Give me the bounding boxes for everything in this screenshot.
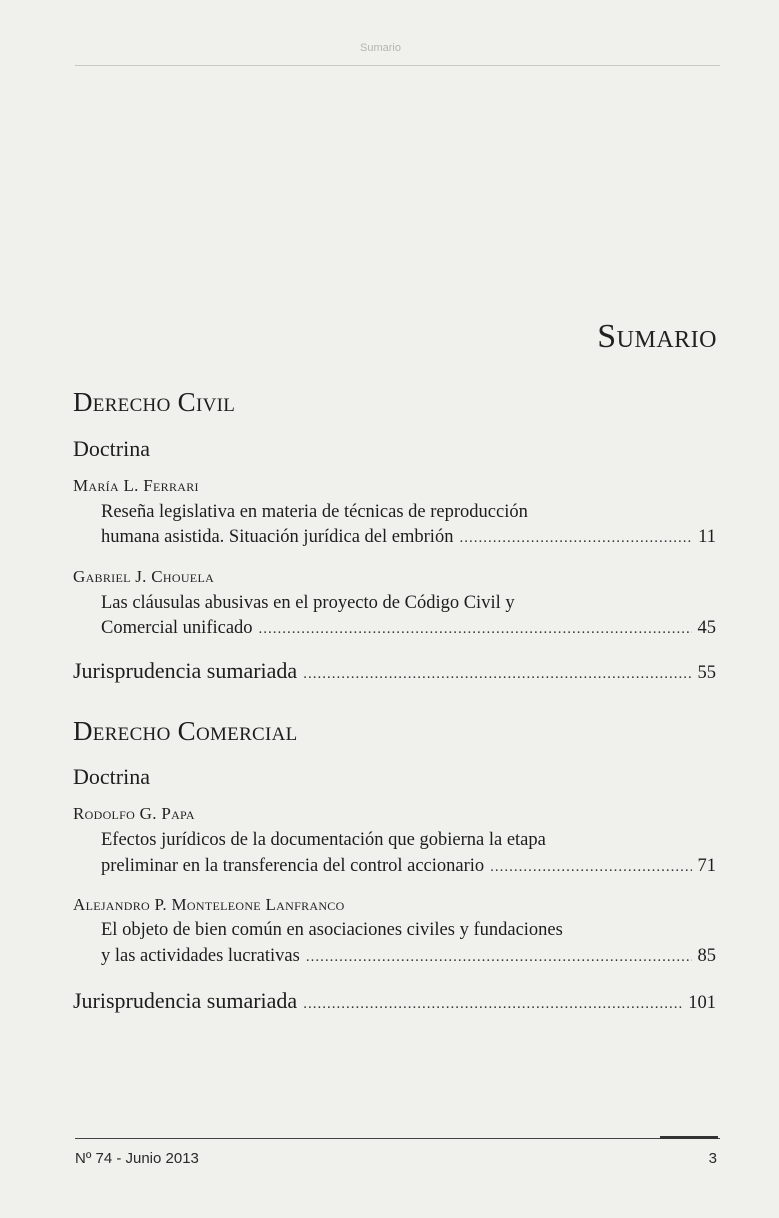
dot-leader <box>490 860 691 875</box>
dot-leader <box>459 531 692 546</box>
page-number: 85 <box>697 946 716 966</box>
entry-title-line: Comercial unificado <box>101 618 253 638</box>
footer-rule <box>75 1138 720 1139</box>
toc-entry-jurisprudencia[interactable] <box>73 658 716 684</box>
page-number: 101 <box>688 993 716 1013</box>
toc-entry[interactable] <box>101 528 716 547</box>
section-heading-comercial: Derecho Comercial <box>73 716 298 746</box>
section-heading-civil: Derecho Civil <box>73 387 236 417</box>
top-rule <box>75 65 720 66</box>
page-number: 45 <box>697 618 716 638</box>
dot-leader <box>306 950 692 965</box>
dot-leader <box>259 622 692 637</box>
entry-title-line[interactable]: El objeto de bien común en asociaciones civiles y fundaciones <box>101 920 563 940</box>
entry-title-line: humana asistida. Situación jurídica del embrión <box>101 527 454 547</box>
toc-entry-jurisprudencia[interactable] <box>73 988 716 1014</box>
running-head: Sumario <box>360 42 401 54</box>
toc-entry[interactable] <box>101 857 716 876</box>
entry-title-line: preliminar en la transferencia del control accionario <box>101 856 485 876</box>
dot-leader <box>303 996 682 1013</box>
entry-title-line: y las actividades lucrativas <box>101 946 300 966</box>
footer-rule-accent <box>660 1136 718 1139</box>
entry-title-line: Jurisprudencia sumariada <box>73 988 298 1013</box>
doctrina-heading-civil: Doctrina <box>73 436 150 461</box>
footer-page-number: 3 <box>708 1150 717 1167</box>
entry-title-line[interactable]: Las cláusulas abusivas en el proyecto de Código Civil y <box>101 593 515 613</box>
entry-title-line[interactable]: Reseña legislativa en materia de técnicas de reproducción <box>101 502 528 522</box>
entry-title-line[interactable]: Efectos jurídicos de la documentación que gobierna la etapa <box>101 830 546 850</box>
dot-leader <box>303 666 691 683</box>
author-name: María L. Ferrari <box>73 476 199 495</box>
author-name: Gabriel J. Chouela <box>73 567 215 586</box>
author-name: Rodolfo G. Papa <box>73 804 195 823</box>
entry-title-line: Jurisprudencia sumariada <box>73 658 298 683</box>
footer-issue: Nº 74 - Junio 2013 <box>75 1150 199 1167</box>
author-name: Alejandro P. Monteleone Lanfranco <box>73 895 345 914</box>
page-number: 11 <box>698 527 716 547</box>
toc-entry[interactable] <box>101 947 716 966</box>
page-number: 71 <box>697 856 716 876</box>
page-title: Sumario <box>597 318 717 355</box>
doctrina-heading-comercial: Doctrina <box>73 764 150 789</box>
page-number: 55 <box>697 663 716 683</box>
toc-entry[interactable] <box>101 619 716 638</box>
